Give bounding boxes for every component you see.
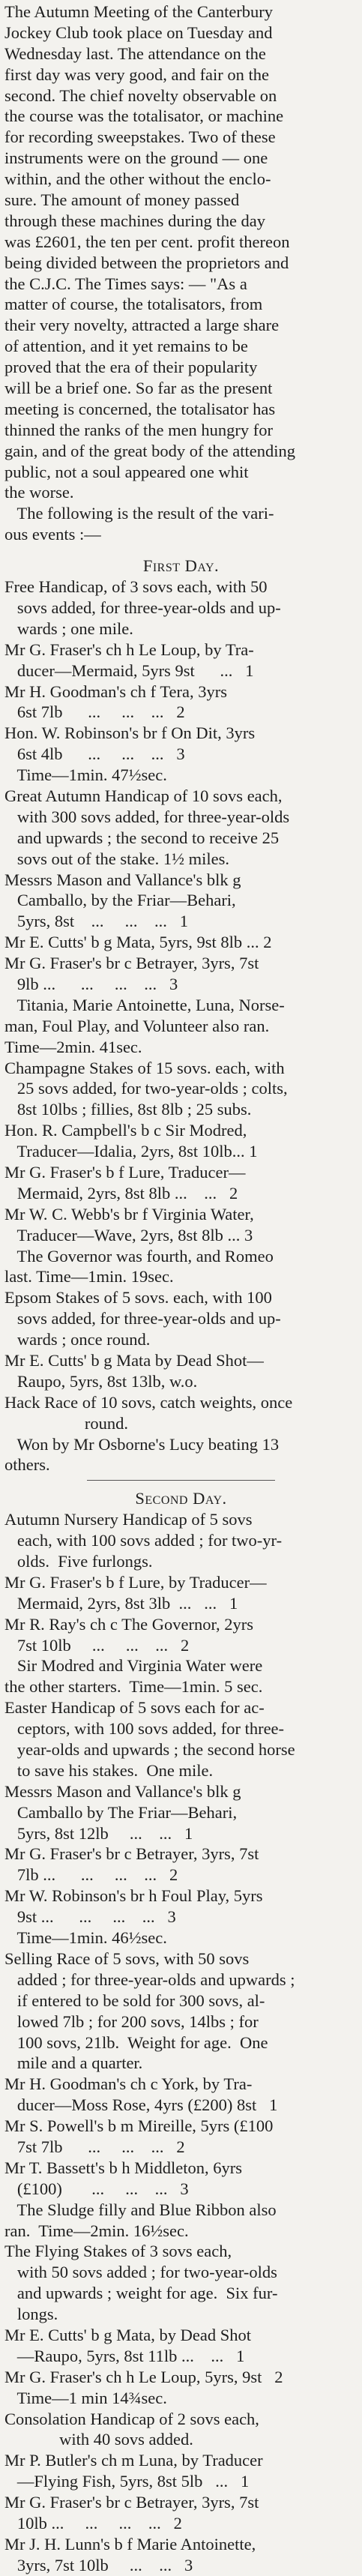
result-line: Hack Race of 10 sovs, catch weights, once	[4, 1392, 293, 1412]
result-line: Messrs Mason and Vallance's blk g	[4, 1781, 241, 1801]
result-line: Mr H. Goodman's ch f Tera, 3yrs	[4, 681, 228, 701]
result-line: Selling Race of 5 sovs, with 50 sovs	[4, 1948, 250, 1968]
result-line: and upwards ; weight for age. Six fur-	[4, 2284, 278, 2303]
result-line: olds. Five furlongs.	[4, 1552, 153, 1571]
result-line: Mr T. Bassett's b h Middleton, 6yrs	[4, 2158, 242, 2177]
result-line: Mr R. Ray's ch c The Governor, 2yrs	[4, 1614, 254, 1634]
result-line: longs.	[4, 2305, 58, 2324]
result-line: 7st 7lb ... ... ... 2	[4, 2137, 185, 2156]
article-line: the course was the totalisator, or machine	[4, 106, 284, 126]
result-line: Traducer—Wave, 2yrs, 8st 8lb ... 3	[4, 1225, 253, 1245]
result-line: each, with 100 sovs added ; for two-yr-	[4, 1531, 283, 1550]
result-line: Epsom Stakes of 5 sovs. each, with 100	[4, 1288, 272, 1307]
result-line: ceptors, with 100 sovs added, for three-	[4, 1719, 285, 1739]
result-line: The Governor was fourth, and Romeo	[4, 1246, 274, 1266]
result-line: to save his stakes. One mile.	[4, 1760, 214, 1780]
result-line: Mr G. Fraser's br c Betrayer, 3yrs, 7st	[4, 1844, 259, 1864]
result-line: Camballo by The Friar—Behari,	[4, 1802, 238, 1822]
result-line: Mr W. Robinson's br h Foul Play, 5yrs	[4, 1886, 263, 1906]
result-line: Hon. R. Campbell's b c Sir Modred,	[4, 1121, 247, 1140]
result-line: —Flying Fish, 5yrs, 8st 5lb ... 1	[4, 2472, 250, 2491]
result-line: Won by Mr Osborne's Lucy beating 13	[4, 1434, 280, 1454]
article-line: public, not a soul appeared one whit	[4, 462, 249, 481]
result-line: Mr W. C. Webb's br f Virginia Water,	[4, 1204, 254, 1224]
article-line: gain, and of the great body of the attending	[4, 441, 296, 460]
result-line: Free Handicap, of 3 sovs each, with 50	[4, 577, 268, 597]
result-line: 7st 10lb ... ... ... 2	[4, 1635, 190, 1655]
result-line: Time—1min. 47½sec.	[4, 765, 167, 785]
first-day-heading: First Day.	[142, 556, 220, 576]
result-line: lowed 7lb ; for 200 sovs, 14lbs ; for	[4, 2011, 259, 2031]
result-line: sovs added, for three-year-olds and up-	[4, 598, 281, 617]
result-line: Great Autumn Handicap of 10 sovs each,	[4, 786, 283, 805]
result-line: —Raupo, 5yrs, 8st 11lb ... ... 1	[4, 2346, 245, 2365]
result-line: sovs added, for three-year-olds and up-	[4, 1309, 281, 1328]
article-line: Jockey Club took place on Tuesday and	[4, 22, 273, 42]
article-line: thinned the ranks of the men hungry for	[4, 420, 274, 439]
result-line: Champagne Stakes of 15 sovs. each, with	[4, 1058, 285, 1077]
result-line: ducer—Mermaid, 5yrs 9st ... 1	[4, 660, 254, 680]
result-line: Mr E. Cutts' b g Mata by Dead Shot—	[4, 1351, 264, 1370]
second-day-results	[4, 1509, 358, 2575]
article-line: sure. The amount of money passed	[4, 190, 240, 210]
result-line: man, Foul Play, and Volunteer also ran.	[4, 1016, 270, 1035]
result-line: Time—1 min 14¾sec.	[4, 2388, 167, 2407]
result-line: with 40 sovs added.	[4, 2430, 193, 2449]
result-line: with 50 sovs added ; for two-year-olds	[4, 2263, 277, 2282]
result-line: Mr E. Cutts' b g Mata, by Dead Shot	[4, 2325, 252, 2344]
section-divider	[87, 1480, 275, 1481]
result-line: 6st 7lb ... ... ... 2	[4, 702, 185, 722]
second-day-heading: Second Day.	[135, 1489, 227, 1508]
result-line: wards ; one mile.	[4, 619, 133, 638]
result-line: 7lb ... ... ... ... 2	[4, 1865, 178, 1885]
article-line: the C.J.C. The Times says: — "As a	[4, 274, 247, 293]
result-line: Hon. W. Robinson's br f On Dit, 3yrs	[4, 723, 256, 743]
article-line: being divided between the proprietors and	[4, 253, 289, 272]
result-line: Mr G. Fraser's br c Betrayer, 3yrs, 7st	[4, 954, 259, 973]
first-day-results	[4, 577, 358, 1475]
result-line: round.	[4, 1413, 128, 1433]
result-line: 9lb ... ... ... ... 3	[4, 974, 178, 993]
result-line: Time—2min. 41sec.	[4, 1037, 142, 1056]
result-line: Mr G. Fraser's ch h Le Loup, 5yrs, 9st 2	[4, 2367, 283, 2386]
article-line: instruments were on the ground — one	[4, 148, 268, 168]
result-line: year-olds and upwards ; the second horse	[4, 1740, 295, 1760]
article-line: will be a brief one. So far as the present	[4, 379, 273, 398]
article-line: Wednesday last. The attendance on the	[4, 43, 266, 63]
result-line: the other starters. Time—1min. 5 sec.	[4, 1677, 263, 1697]
result-line: others.	[4, 1455, 50, 1475]
result-line: last. Time—1min. 19sec.	[4, 1267, 174, 1287]
result-line: 8st 10lbs ; fillies, 8st 8lb ; 25 subs.	[4, 1100, 252, 1119]
result-line: Raupo, 5yrs, 8st 13lb, w.o.	[4, 1371, 198, 1391]
result-line: Mr H. Goodman's ch c York, by Tra-	[4, 2074, 253, 2094]
result-line: Mr E. Cutts' b g Mata, 5yrs, 9st 8lb ... 2	[4, 933, 272, 952]
result-line: Sir Modred and Virginia Water were	[4, 1656, 263, 1676]
result-line: 3yrs, 7st 10lb ... ... 3	[4, 2555, 193, 2575]
result-line: 25 sovs added, for two-year-olds ; colts,	[4, 1079, 288, 1098]
result-line: wards ; once round.	[4, 1330, 151, 1349]
result-line: Time—1min. 46½sec.	[4, 1928, 167, 1948]
result-line: 5yrs, 8st ... ... ... 1	[4, 912, 189, 931]
result-line: 9st ... ... ... ... 3	[4, 1907, 176, 1927]
article-line: within, and the other without the enclo-	[4, 169, 271, 189]
article-line: through these machines during the day	[4, 211, 266, 230]
article-line: their very novelty, attracted a large share	[4, 316, 280, 335]
result-line: Mr J. H. Lunn's b f Marie Antoinette,	[4, 2534, 256, 2554]
result-line: Messrs Mason and Vallance's blk g	[4, 870, 241, 889]
result-line: 5yrs, 8st 12lb ... ... 1	[4, 1823, 193, 1843]
result-line: mile and a quarter.	[4, 2053, 143, 2073]
article-line: was £2601, the ten per cent. profit thereon	[4, 232, 290, 251]
result-line: Easter Handicap of 5 sovs each for ac-	[4, 1698, 265, 1718]
result-line: 6st 4lb ... ... ... 3	[4, 744, 185, 764]
result-line: Mermaid, 2yrs, 8st 8lb ... ... 2	[4, 1183, 238, 1203]
article-line: matter of course, the totalisators, from	[4, 295, 263, 314]
result-line: sovs out of the stake. 1½ miles.	[4, 849, 229, 868]
result-line: and upwards ; the second to receive 25	[4, 828, 280, 847]
article-line: The Autumn Meeting of the Canterbury	[4, 2, 274, 21]
result-line: Titania, Marie Antoinette, Luna, Norse-	[4, 995, 285, 1014]
result-line: Mermaid, 2yrs, 8st 3lb ... ... 1	[4, 1593, 238, 1613]
article-line: The following is the result of the vari-	[4, 504, 274, 523]
result-line: 100 sovs, 21lb. Weight for age. One	[4, 2032, 268, 2052]
result-line: Mr P. Butler's ch m Luna, by Traducer	[4, 2451, 263, 2470]
result-line: Mr G. Fraser's ch h Le Loup, by Tra-	[4, 640, 254, 659]
result-line: ran. Time—2min. 16½sec.	[4, 2221, 189, 2240]
article-line: ous events :—	[4, 525, 101, 544]
article-line: second. The chief novelty observable on	[4, 85, 277, 105]
result-line: if entered to be sold for 300 sovs, al-	[4, 1990, 265, 2010]
article-line: for recording sweepstakes. Two of these	[4, 127, 276, 147]
result-line: Mr S. Powell's b m Mireille, 5yrs (£100	[4, 2116, 274, 2136]
result-line: added ; for three-year-olds and upwards ;	[4, 1969, 295, 1989]
result-line: Autumn Nursery Handicap of 5 sovs	[4, 1510, 253, 1529]
result-line: Traducer—Idalia, 2yrs, 8st 10lb... 1	[4, 1142, 258, 1161]
result-line: ducer—Moss Rose, 4yrs (£200) 8st 1	[4, 2095, 278, 2115]
result-line: (£100) ... ... ... 3	[4, 2179, 189, 2198]
result-line: Camballo, by the Friar—Behari,	[4, 891, 236, 910]
result-line: The Sludge filly and Blue Ribbon also	[4, 2200, 277, 2219]
article-line: proved that the era of their popularity	[4, 358, 258, 377]
result-line: The Flying Stakes of 3 sovs each,	[4, 2242, 232, 2261]
result-line: 10lb ... ... ... ... 2	[4, 2513, 182, 2533]
article-line: of attention, and it yet remains to be	[4, 337, 248, 356]
result-line: Mr G. Fraser's br c Betrayer, 3yrs, 7st	[4, 2493, 259, 2512]
article-intro	[4, 1, 358, 545]
result-line: with 300 sovs added, for three-year-olds	[4, 807, 290, 826]
result-line: Mr G. Fraser's b f Lure, by Traducer—	[4, 1572, 267, 1592]
result-line: Mr G. Fraser's b f Lure, Traducer—	[4, 1162, 246, 1182]
article-line: first day was very good, and fair on the	[4, 64, 270, 84]
article-line: meeting is concerned, the totalisator has	[4, 399, 276, 418]
article-line: the worse.	[4, 483, 74, 502]
result-line: Consolation Handicap of 2 sovs each,	[4, 2409, 259, 2428]
